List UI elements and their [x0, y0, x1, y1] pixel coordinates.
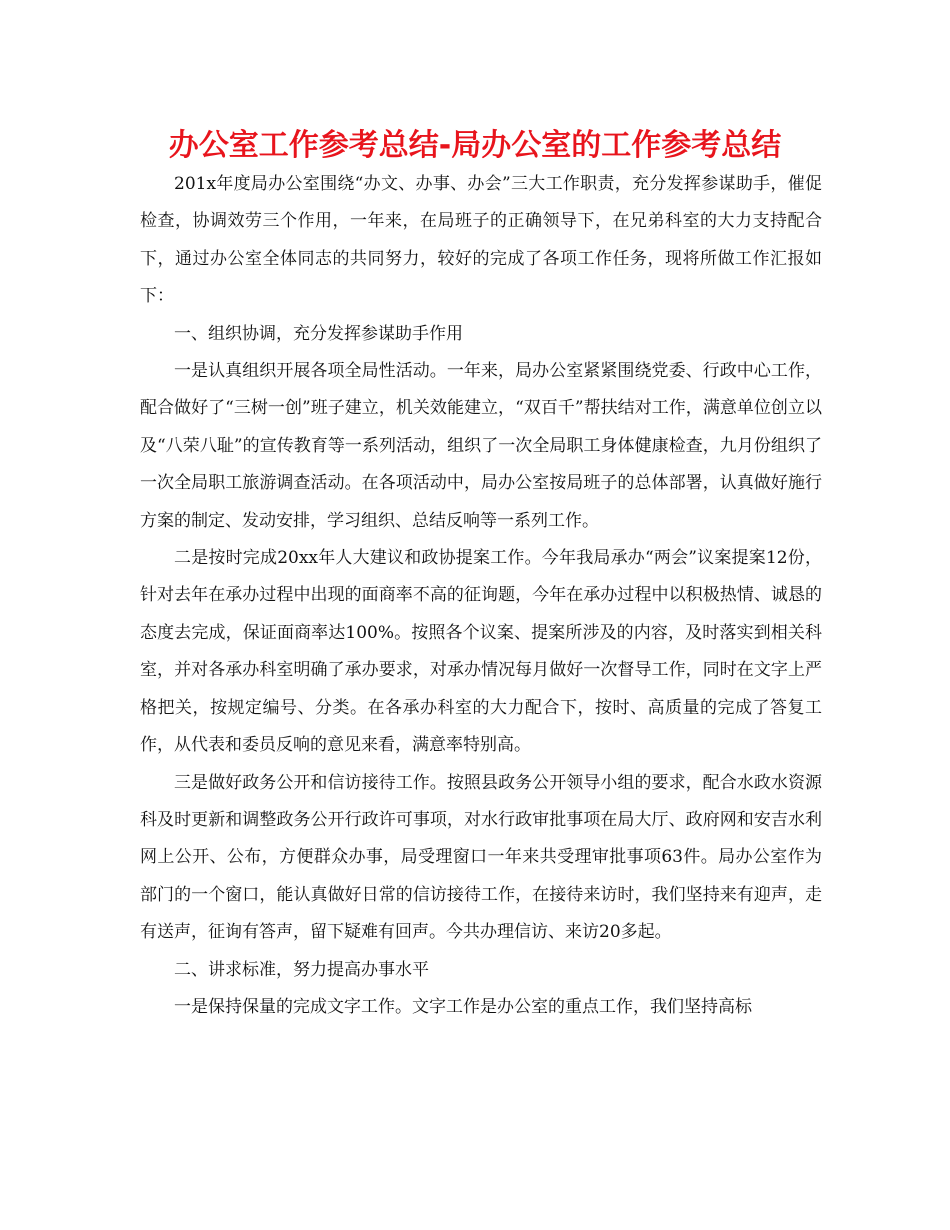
- paragraph-item-2: 二是按时完成20xx年人大建议和政协提案工作。今年我局承办“两会”议案提案12份，针对去年在承办过程中出现的面商率不高的征询题，今年在承办过程中以积极热情、诚恳的态度去完成，保证面商率达100%。按照各个议案、提案所涉及的内容，及时落实到相关科室，并对各承办科室明确了承办要求，对承办情况每月做好一次督导工作，同时在文字上严格把关，按规定编号、分类。在各承办科室的大力配合下，按时、高质量的完成了答复工作，从代表和委员反响的意见来看，满意率特别高。: [140, 548, 822, 756]
- section-heading-1: 一、组织协调，充分发挥参谋助手作用: [174, 323, 463, 344]
- paragraph-item-1: 一是认真组织开展各项全局性活动。一年来，局办公室紧紧围绕党委、行政中心工作，配合做好了“三树一创”班子建立，机关效能建立，“双百千”帮扶结对工作，满意单位创立以及“八荣八耻”的宣传教育等一系列活动，组织了一次全局职工身体健康检查，九月份组织了一次全局职工旅游调查活动。在各项活动中，局办公室按局班子的总体部署，认真做好施行方案的制定、发动安排，学习组织、总结反响等一系列工作。: [140, 361, 822, 531]
- paragraph-item-4: 一是保持保量的完成文字工作。文字工作是办公室的重点工作，我们坚持高标: [174, 996, 752, 1017]
- document-body: [140, 166, 822, 1026]
- document-title: 办公室工作参考总结-局办公室的工作参考总结: [168, 128, 782, 163]
- paragraph-item-3: 三是做好政务公开和信访接待工作。按照县政务公开领导小组的要求，配合水政水资源科及时更新和调整政务公开行政许可事项，对水行政审批事项在局大厅、政府网和安吉水利网上公开、公布，方便群众办事，局受理窗口一年来共受理审批事项63件。局办公室作为部门的一个窗口，能认真做好日常的信访接待工作，在接待来访时，我们坚持来有迎声，走有送声，征询有答声，留下疑难有回声。今共办理信访、来访20多起。: [140, 772, 822, 943]
- section-heading-2: 二、讲求标准，努力提高办事水平: [174, 959, 429, 980]
- paragraph-intro: 201x年度局办公室围绕“办文、办事、办会”三大工作职责，充分发挥参谋助手，催促检查，协调效劳三个作用，一年来，在局班子的正确领导下，在兄弟科室的大力支持配合下，通过办公室全体同志的共同努力，较好的完成了各项工作任务，现将所做工作汇报如下：: [140, 174, 822, 307]
